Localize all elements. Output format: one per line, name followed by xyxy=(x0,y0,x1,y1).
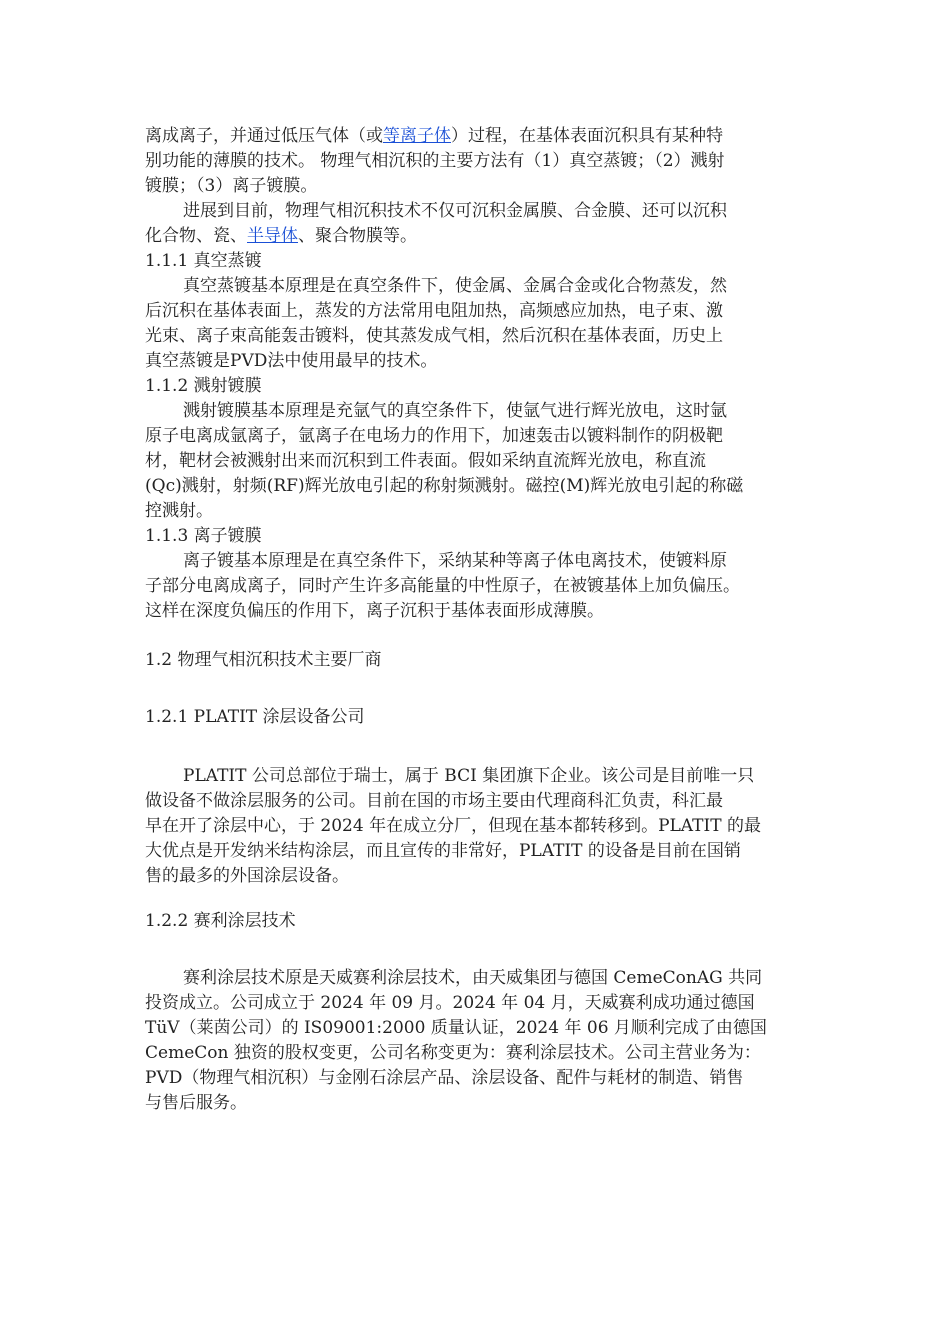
text-line: 真空蒸镀基本原理是在真空条件下，使金属、金属合金或化合物蒸发，然 xyxy=(183,276,727,296)
text-line: CemeCon 独资的股权变更，公司名称变更为：赛利涂层技术。公司主营业务为： xyxy=(145,1043,761,1063)
text-line: 别功能的薄膜的技术。 物理气相沉积的主要方法有（1）真空蒸镀；（2）溅射 xyxy=(145,151,725,171)
text-line: 材，靶材会被溅射出来而沉积到工件表面。假如采纳直流辉光放电，称直流 xyxy=(145,451,706,471)
text-line: 离子镀基本原理是在真空条件下，采纳某种等离子体电离技术，使镀料原 xyxy=(183,551,727,571)
text-line: 这样在深度负偏压的作用下，离子沉积于基体表面形成薄膜。 xyxy=(145,601,604,621)
text-run: ）过程，在基体表面沉积具有某种特 xyxy=(451,126,723,146)
text-line: 子部分电离成离子，同时产生许多高能量的中性原子，在被镀基体上加负偏压。 xyxy=(145,576,740,596)
paragraph-saili xyxy=(145,966,813,1116)
text-line: 原子电离成氩离子，氩离子在电场力的作用下，加速轰击以镀料制作的阴极靶 xyxy=(145,426,723,446)
text-line xyxy=(145,224,813,249)
heading-1-2-2: 1.2.2 赛利涂层技术 xyxy=(145,911,296,931)
text-line: (Qc)溅射，射频(RF)辉光放电引起的称射频溅射。磁控(M)辉光放电引起的称磁 xyxy=(145,476,744,496)
text-line: 光束、离子束高能轰击镀料，使其蒸发成气相，然后沉积在基体表面，历史上 xyxy=(145,326,723,346)
heading-1-1-2: 1.1.2 溅射镀膜 xyxy=(145,376,262,396)
text-line: 溅射镀膜基本原理是充氩气的真空条件下，使氩气进行辉光放电，这时氩 xyxy=(183,401,727,421)
link-semiconductor[interactable]: 半导体 xyxy=(247,226,298,246)
text-line: 镀膜；（3）离子镀膜。 xyxy=(145,176,318,196)
text-line: 后沉积在基体表面上，蒸发的方法常用电阻加热，高频感应加热，电子束、激 xyxy=(145,301,723,321)
text-line: 投资成立。公司成立于 2024 年 09 月。2024 年 04 月，天威赛利成功通过德国 xyxy=(145,993,755,1013)
paragraph-progress xyxy=(145,199,813,249)
text-line: TüV（莱茵公司）的 IS09001:2000 质量认证，2024 年 06 月顺利完成了由德国 xyxy=(145,1018,767,1038)
heading-1-1-1: 1.1.1 真空蒸镀 xyxy=(145,251,262,271)
text-line xyxy=(145,124,813,149)
text-line: 早在开了涂层中心，于 2024 年在成立分厂，但现在基本都转移到。PLATIT 的最 xyxy=(145,816,761,836)
link-plasma[interactable]: 等离子体 xyxy=(383,126,451,146)
paragraph-platit xyxy=(145,764,813,889)
text-run: 离成离子，并通过低压气体（或 xyxy=(145,126,383,146)
text-line: 大优点是开发纳米结构涂层，而且宣传的非常好，PLATIT 的设备是目前在国销 xyxy=(145,841,741,861)
text-line: 真空蒸镀是PVD法中使用最早的技术。 xyxy=(145,351,438,371)
text-line: PVD（物理气相沉积）与金刚石涂层产品、涂层设备、配件与耗材的制造、销售 xyxy=(145,1068,744,1088)
text-line: 赛利涂层技术原是天威赛利涂层技术，由天威集团与德国 CemeConAG 共同 xyxy=(183,968,763,988)
text-line: 与售后服务。 xyxy=(145,1093,247,1113)
paragraph-ion-plating xyxy=(145,549,813,624)
heading-1-1-3: 1.1.3 离子镀膜 xyxy=(145,526,262,546)
text-line: 控溅射。 xyxy=(145,501,213,521)
heading-1-2-1: 1.2.1 PLATIT 涂层设备公司 xyxy=(145,707,365,727)
heading-1-2: 1.2 物理气相沉积技术主要厂商 xyxy=(145,650,382,670)
text-line: PLATIT 公司总部位于瑞士，属于 BCI 集团旗下企业。该公司是目前唯一只 xyxy=(183,766,755,786)
text-line: 售的最多的外国涂层设备。 xyxy=(145,866,349,886)
text-line: 做设备不做涂层服务的公司。目前在国的市场主要由代理商科汇负责，科汇最 xyxy=(145,791,723,811)
paragraph-vacuum-evaporation xyxy=(145,274,813,374)
text-run: 、聚合物膜等。 xyxy=(298,226,417,246)
text-run: 化合物、瓷、 xyxy=(145,226,247,246)
paragraph-pvd-definition xyxy=(145,124,813,199)
paragraph-sputtering xyxy=(145,399,813,524)
text-line: 进展到目前，物理气相沉积技术不仅可沉积金属膜、合金膜、还可以沉积 xyxy=(183,201,727,221)
